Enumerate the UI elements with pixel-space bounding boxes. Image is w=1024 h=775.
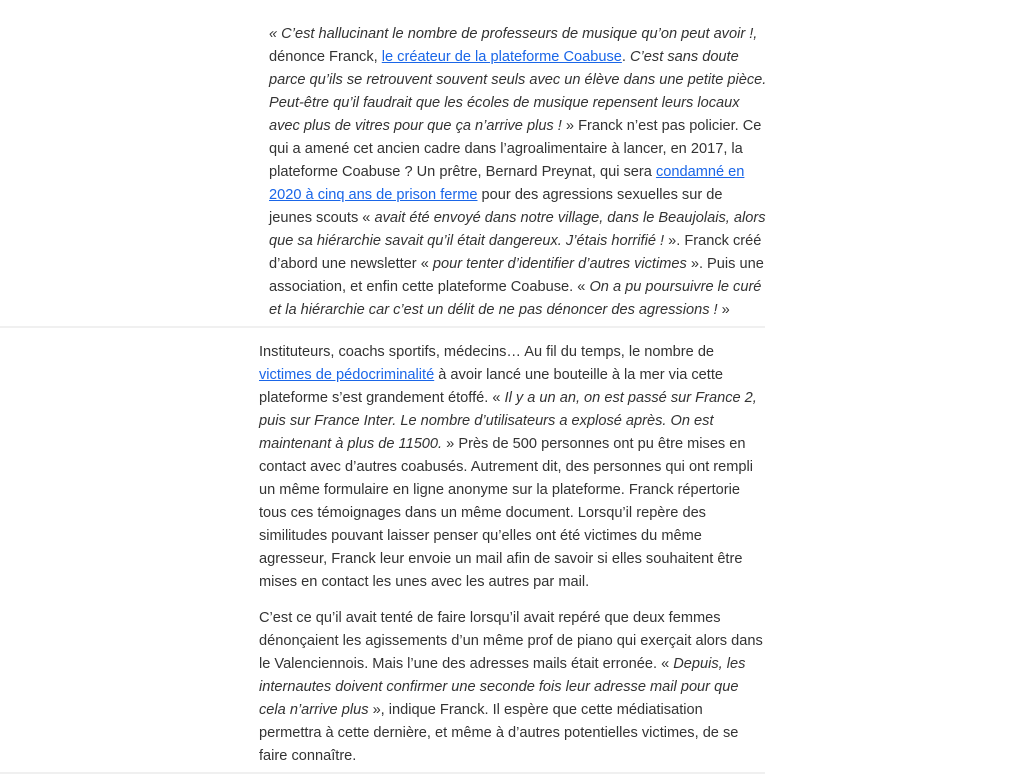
article-paragraph bbox=[259, 341, 765, 594]
body-text: pour des agressions sexuelles sur de jeunes scouts « bbox=[269, 187, 723, 226]
body-text: C’est ce qu’il avait tenté de faire lorsqu’il avait repéré que deux femmes dénonçaient les agissements d’un même prof de piano qui exerçait alors dans le Valenciennois. Mais l’une des adresses mails était erronée. « bbox=[259, 610, 763, 672]
quote-text: On a pu poursuivre le curé et la hiérarchie car c’est un délit de ne pas dénoncer des agressions ! bbox=[269, 279, 762, 318]
quote-text: Depuis, les internautes doivent confirmer une seconde fois leur adresse mail pour que cela n’arrive plus bbox=[259, 656, 746, 718]
quote-block bbox=[0, 0, 765, 328]
quote-text: avait été envoyé dans notre village, dans le Beaujolais, alors que sa hiérarchie savait qu’il était dangereux. J’étais horrifié ! bbox=[269, 210, 766, 249]
link-createur-coabuse[interactable]: le créateur de la plateforme Coabuse bbox=[381, 49, 622, 65]
quote-text: pour tenter d’identifier d’autres victimes bbox=[432, 256, 687, 272]
body-text: . bbox=[621, 49, 631, 65]
quote-paragraph bbox=[269, 23, 769, 322]
body-text: », indique Franck. Il espère que cette médiatisation permettra à cette dernière, et même à d’autres potentielles victimes, de se faire connaître. bbox=[259, 702, 739, 764]
quote-text: C’est sans doute parce qu’ils se retrouvent souvent seuls avec un élève dans une petite pièce. Peut-être qu’il faudrait que les écoles de musique repensent leurs locaux avec plus de vitres pour que ça n’arrive plus ! bbox=[269, 49, 767, 134]
article-body bbox=[259, 341, 765, 775]
body-text: ». Franck créé d’abord une newsletter « bbox=[269, 233, 762, 272]
body-text: dénonce Franck, bbox=[269, 49, 382, 65]
body-text: à avoir lancé une bouteille à la mer via cette plateforme s’est grandement étoffé. « bbox=[259, 367, 723, 406]
body-text: » Franck n’est pas policier. Ce qui a amené cet ancien cadre dans l’agroalimentaire à lancer, en 2017, la plateforme Coabuse ? Un prêtre, Bernard Preynat, qui sera bbox=[269, 118, 762, 180]
divider bbox=[0, 772, 765, 774]
link-victimes-pedocriminalite[interactable]: victimes de pédocriminalité bbox=[259, 367, 435, 383]
body-text: » Près de 500 personnes ont pu être mises en contact avec d’autres coabusés. Autrement dit, des personnes qui ont rempli un même formulaire en ligne anonyme sur la plateforme. Franck répertorie tous ces témoignages dans un même document. Lorsqu’il repère des similitudes pouvant laisser penser qu’elles ont été victimes du même agresseur, Franck leur envoie un mail afin de savoir si elles souhaitent être mises en contact les unes avec les autres par mail. bbox=[259, 436, 754, 590]
body-text: Instituteurs, coachs sportifs, médecins… Au fil du temps, le nombre de bbox=[259, 344, 715, 360]
quote-text: Il y a un an, on est passé sur France 2, puis sur France Inter. Le nombre d’utilisateurs a explosé après. On est maintenant à plus de 11500. bbox=[259, 390, 757, 452]
quote-text: « C’est hallucinant le nombre de professeurs de musique qu’on peut avoir !, bbox=[269, 26, 758, 42]
body-text: ». Puis une association, et enfin cette plateforme Coabuse. « bbox=[269, 256, 764, 295]
article-paragraph bbox=[259, 607, 765, 768]
body-text: » bbox=[717, 302, 730, 318]
link-condamne-2020[interactable]: condamné en 2020 à cinq ans de prison ferme bbox=[269, 164, 745, 203]
